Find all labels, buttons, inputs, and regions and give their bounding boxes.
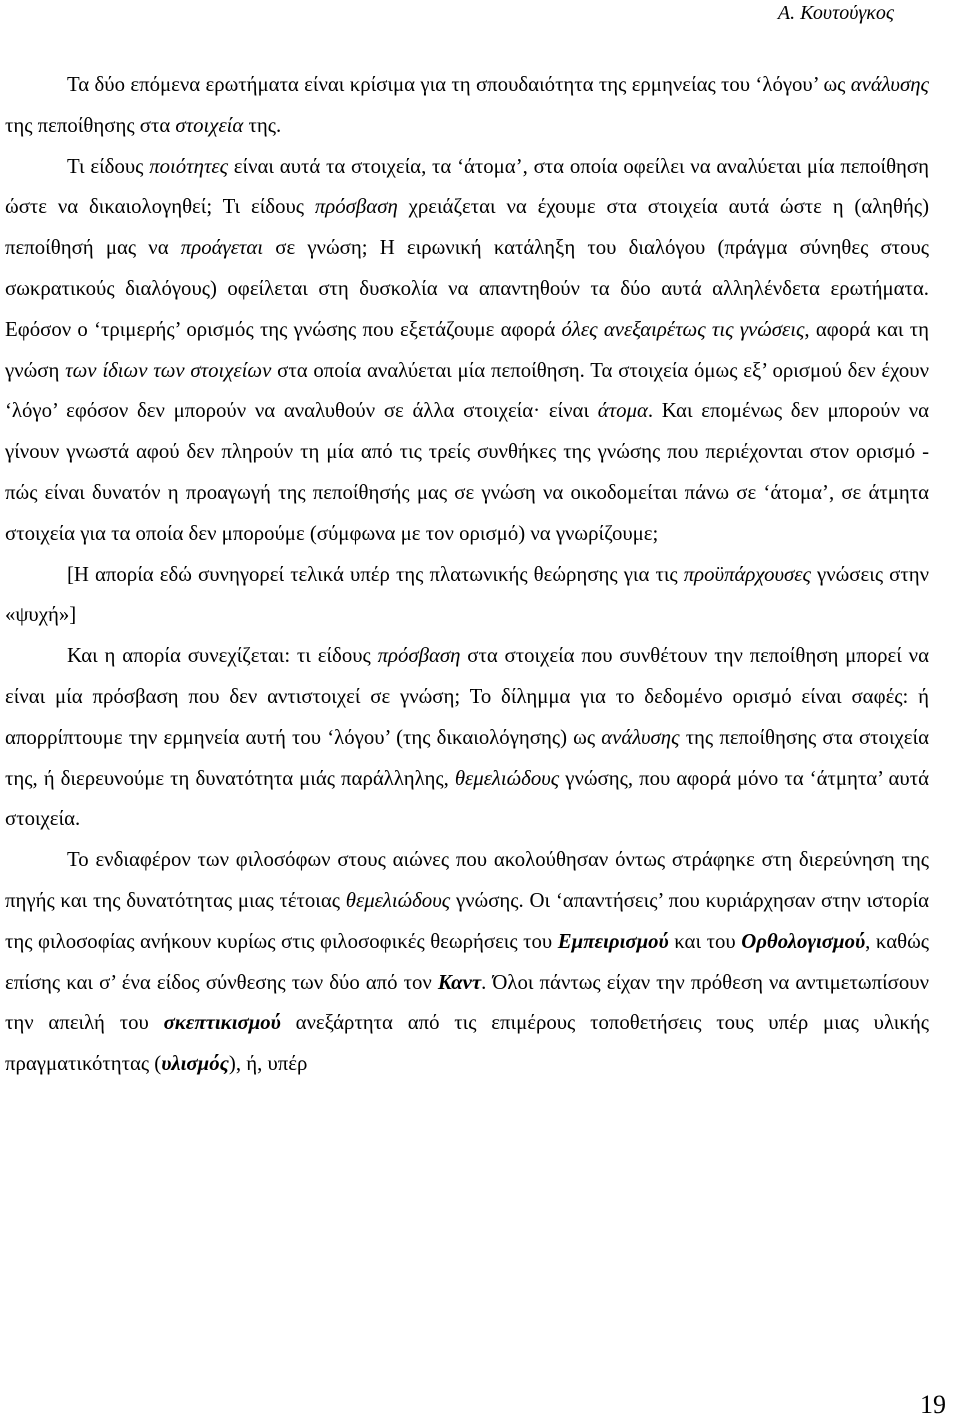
- paragraph: Το ενδιαφέρον των φιλοσόφων στους αιώνες που ακολούθησαν όντως στράφηκε στη διερεύνηση της πηγής και της δυνατότητας μιας τέτοιας θεμελιώδους γνώσης. Οι ‘απαντήσεις’ που κυριάρχησαν στην ιστορία της φιλοσοφίας ανήκουν κυρίως στις φιλοσοφικές θεωρήσεις του Εμπειρισμού και του Ορθολογισμού, καθώς επίσης και σ’ ένα είδος σύνθεσης των δύο από τον Καντ. Όλοι πάντως είχαν την πρόθεση να αντιμετωπίσουν την απειλή του σκεπτικισμού ανεξάρτητα από τις επιμέρους τοποθετήσεις τους υπέρ μιας υλικής πραγματικότητας (υλισμός), ή, υπέρ: [5, 848, 930, 1076]
- italic-term: άτομα: [597, 399, 648, 423]
- italic-term: προϋπάρχουσες: [683, 562, 811, 586]
- italic-term: των ίδιων των στοιχείων: [65, 358, 272, 382]
- paragraph: Τα δύο επόμενα ερωτήματα είναι κρίσιμα για τη σπουδαιότητα της ερμηνείας του ‘λόγου’ ως ανάλυσης της πεποίθησης στα στοιχεία της.: [5, 73, 929, 137]
- italic-term: στοιχεία: [175, 113, 244, 137]
- italic-term: όλες ανεξαιρέτως τις γνώσεις: [561, 317, 805, 341]
- page-number: 19: [920, 1390, 946, 1419]
- bold-italic-term: υλισμός: [161, 1052, 229, 1076]
- italic-term: πρόσβαση: [314, 195, 398, 219]
- italic-term: ποιότητες: [149, 154, 229, 178]
- italic-term: πρόσβαση: [377, 644, 461, 668]
- italic-term: προάγεται: [180, 236, 264, 260]
- paragraph: [Η απορία εδώ συνηγορεί τελικά υπέρ της πλατωνικής θεώρησης για τις προϋπάρχουσες γνώσεις στην «ψυχή»]: [5, 562, 929, 627]
- running-header-author: Α. Κουτούγκος: [777, 2, 894, 24]
- paragraph: Τι είδους ποιότητες είναι αυτά τα στοιχεία, τα ‘άτομα’, στα οποία οφείλει να αναλύεται μία πεποίθηση ώστε να δικαιολογηθεί; Τι είδους πρόσβαση χρειάζεται να έχουμε στα στοιχεία αυτά ώστε η (αληθής) πεποίθησή μας να προάγεται σε γνώση; Η ειρωνική κατάληξη του διαλόγου (πράγμα σύνηθες στους σωκρατικούς διαλόγους) οφείλεται στη δυσκολία να απαντηθούν τα δύο αυτά αλληλένδετα ερωτήματα. Εφόσον ο ‘τριμερής’ ορισμός της γνώσης που εξετάζουμε αφορά όλες ανεξαιρέτως τις γνώσεις, αφορά και τη γνώση των ίδιων των στοιχείων στα οποία αναλύεται μία πεποίθηση. Τα στοιχεία όμως εξ’ ορισμού δεν έχουν ‘λόγο’ εφόσον δεν μπορούν να αναλυθούν σε άλλα στοιχεία· είναι άτομα. Και επομένως δεν μπορούν να γίνουν γνωστά αφού δεν πληρούν τη μία από τις τρείς συνθήκες της γνώσης που περιέχονται στον ορισμό - πώς είναι δυνατόν η προαγωγή της πεποίθησής μας σε γνώση να οικοδομείται πάνω σε ‘άτομα’, σε άτμητα στοιχεία για τα οποία δεν μπορούμε (σύμφωνα με τον ορισμό) να γνωρίζουμε;: [5, 154, 930, 545]
- paragraph: Και η απορία συνεχίζεται: τι είδους πρόσβαση στα στοιχεία που συνθέτουν την πεποίθηση μπορεί να είναι μία πρόσβαση που δεν αντιστοιχεί σε γνώση; Το δίλημμα για το δεδομένο ορισμό είναι σαφές: ή απορρίπτουμε την ερμηνεία αυτή του ‘λόγου’ (της δικαιολόγησης) ως ανάλυσης της πεποίθησης στα στοιχεία της, ή διερευνούμε τη δυνατότητα μιάς παράλληλης, θεμελιώδους γνώσης, που αφορά μόνο τα ‘άτμητα’ αυτά στοιχεία.: [5, 644, 929, 831]
- italic-term: ανάλυσης: [850, 73, 929, 96]
- bold-italic-term: Ορθολογισμού: [741, 929, 866, 953]
- body-text: [5, 65, 929, 1085]
- italic-term: θεμελιώδους: [345, 888, 451, 912]
- bold-italic-term: Καντ: [437, 970, 482, 994]
- italic-term: θεμελιώδους: [454, 766, 560, 790]
- italic-term: ανάλυσης: [601, 725, 680, 749]
- bold-italic-term: σκεπτικισμού: [163, 1011, 281, 1035]
- bold-italic-term: Εμπειρισμού: [557, 929, 669, 953]
